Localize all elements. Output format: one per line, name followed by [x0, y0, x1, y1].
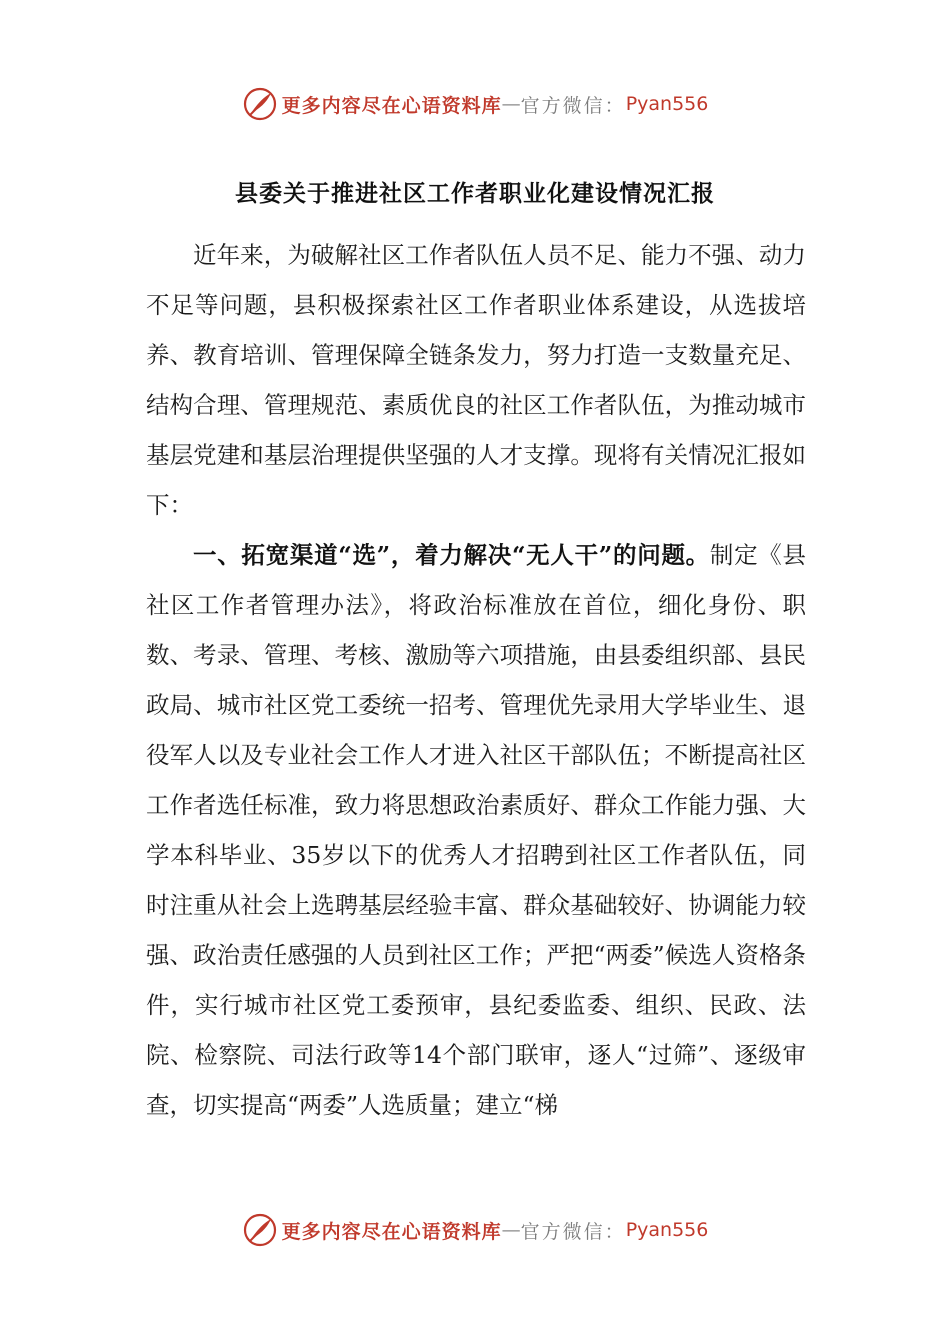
document-body — [146, 230, 806, 1130]
section-1-paragraph — [146, 530, 806, 1130]
intro-paragraph: 近年来，为破解社区工作者队伍人员不足、能力不强、动力不足等问题，县积极探索社区工作者职业体系建设，从选拔培养、教育培训、管理保障全链条发力，努力打造一支数量充足、结构合理、管理规范、素质优良的社区工作者队伍，为推动城市基层党建和基层治理提供坚强的人才支撑。现将有关情况汇报如下： — [146, 241, 806, 519]
section-1-body: 制定《县社区工作者管理办法》，将政治标准放在首位，细化身份、职数、考录、管理、考核、激励等六项措施，由县委组织部、县民政局、城市社区党工委统一招考、管理优先录用大学毕业生、退役军人以及专业社会工作人才进入社区干部队伍；不断提高社区工作者选任标准，致力将思想政治素质好、群众工作能力强、大学本科毕业、35岁以下的优秀人才招聘到社区工作者队伍，同时注重从社会上选聘基层经验丰富、群众基础较好、协调能力较强、政治责任感强的人员到社区工作；严把“两委”候选人资格条件，实行城市社区党工委预审，县纪委监委、组织、民政、法院、检察院、司法行政等14个部门联审，逐人“过筛”、逐级审查，切实提高“两委”人选质量；建立“梯 — [146, 541, 807, 1119]
banner-brand-text: 更多内容尽在心语资料库 — [281, 1220, 502, 1243]
banner-wechat-id: Pyan556 — [625, 1219, 709, 1241]
footer-banner — [0, 1210, 950, 1250]
banner-separator: — — [501, 1219, 521, 1241]
document-title: 县委关于推进社区工作者职业化建设情况汇报 — [235, 180, 715, 207]
header-banner — [0, 84, 950, 124]
quill-logo-icon — [242, 86, 278, 122]
section-1-heading: 一、拓宽渠道“选”，着力解决“无人干”的问题。 — [193, 541, 710, 569]
banner-wechat-label: 官方微信： — [520, 1220, 626, 1243]
banner-separator: — — [501, 93, 521, 115]
banner-brand-text: 更多内容尽在心语资料库 — [281, 94, 502, 117]
quill-logo-icon — [242, 1212, 278, 1248]
banner-wechat-label: 官方微信： — [520, 94, 626, 117]
banner-wechat-id: Pyan556 — [625, 93, 709, 115]
